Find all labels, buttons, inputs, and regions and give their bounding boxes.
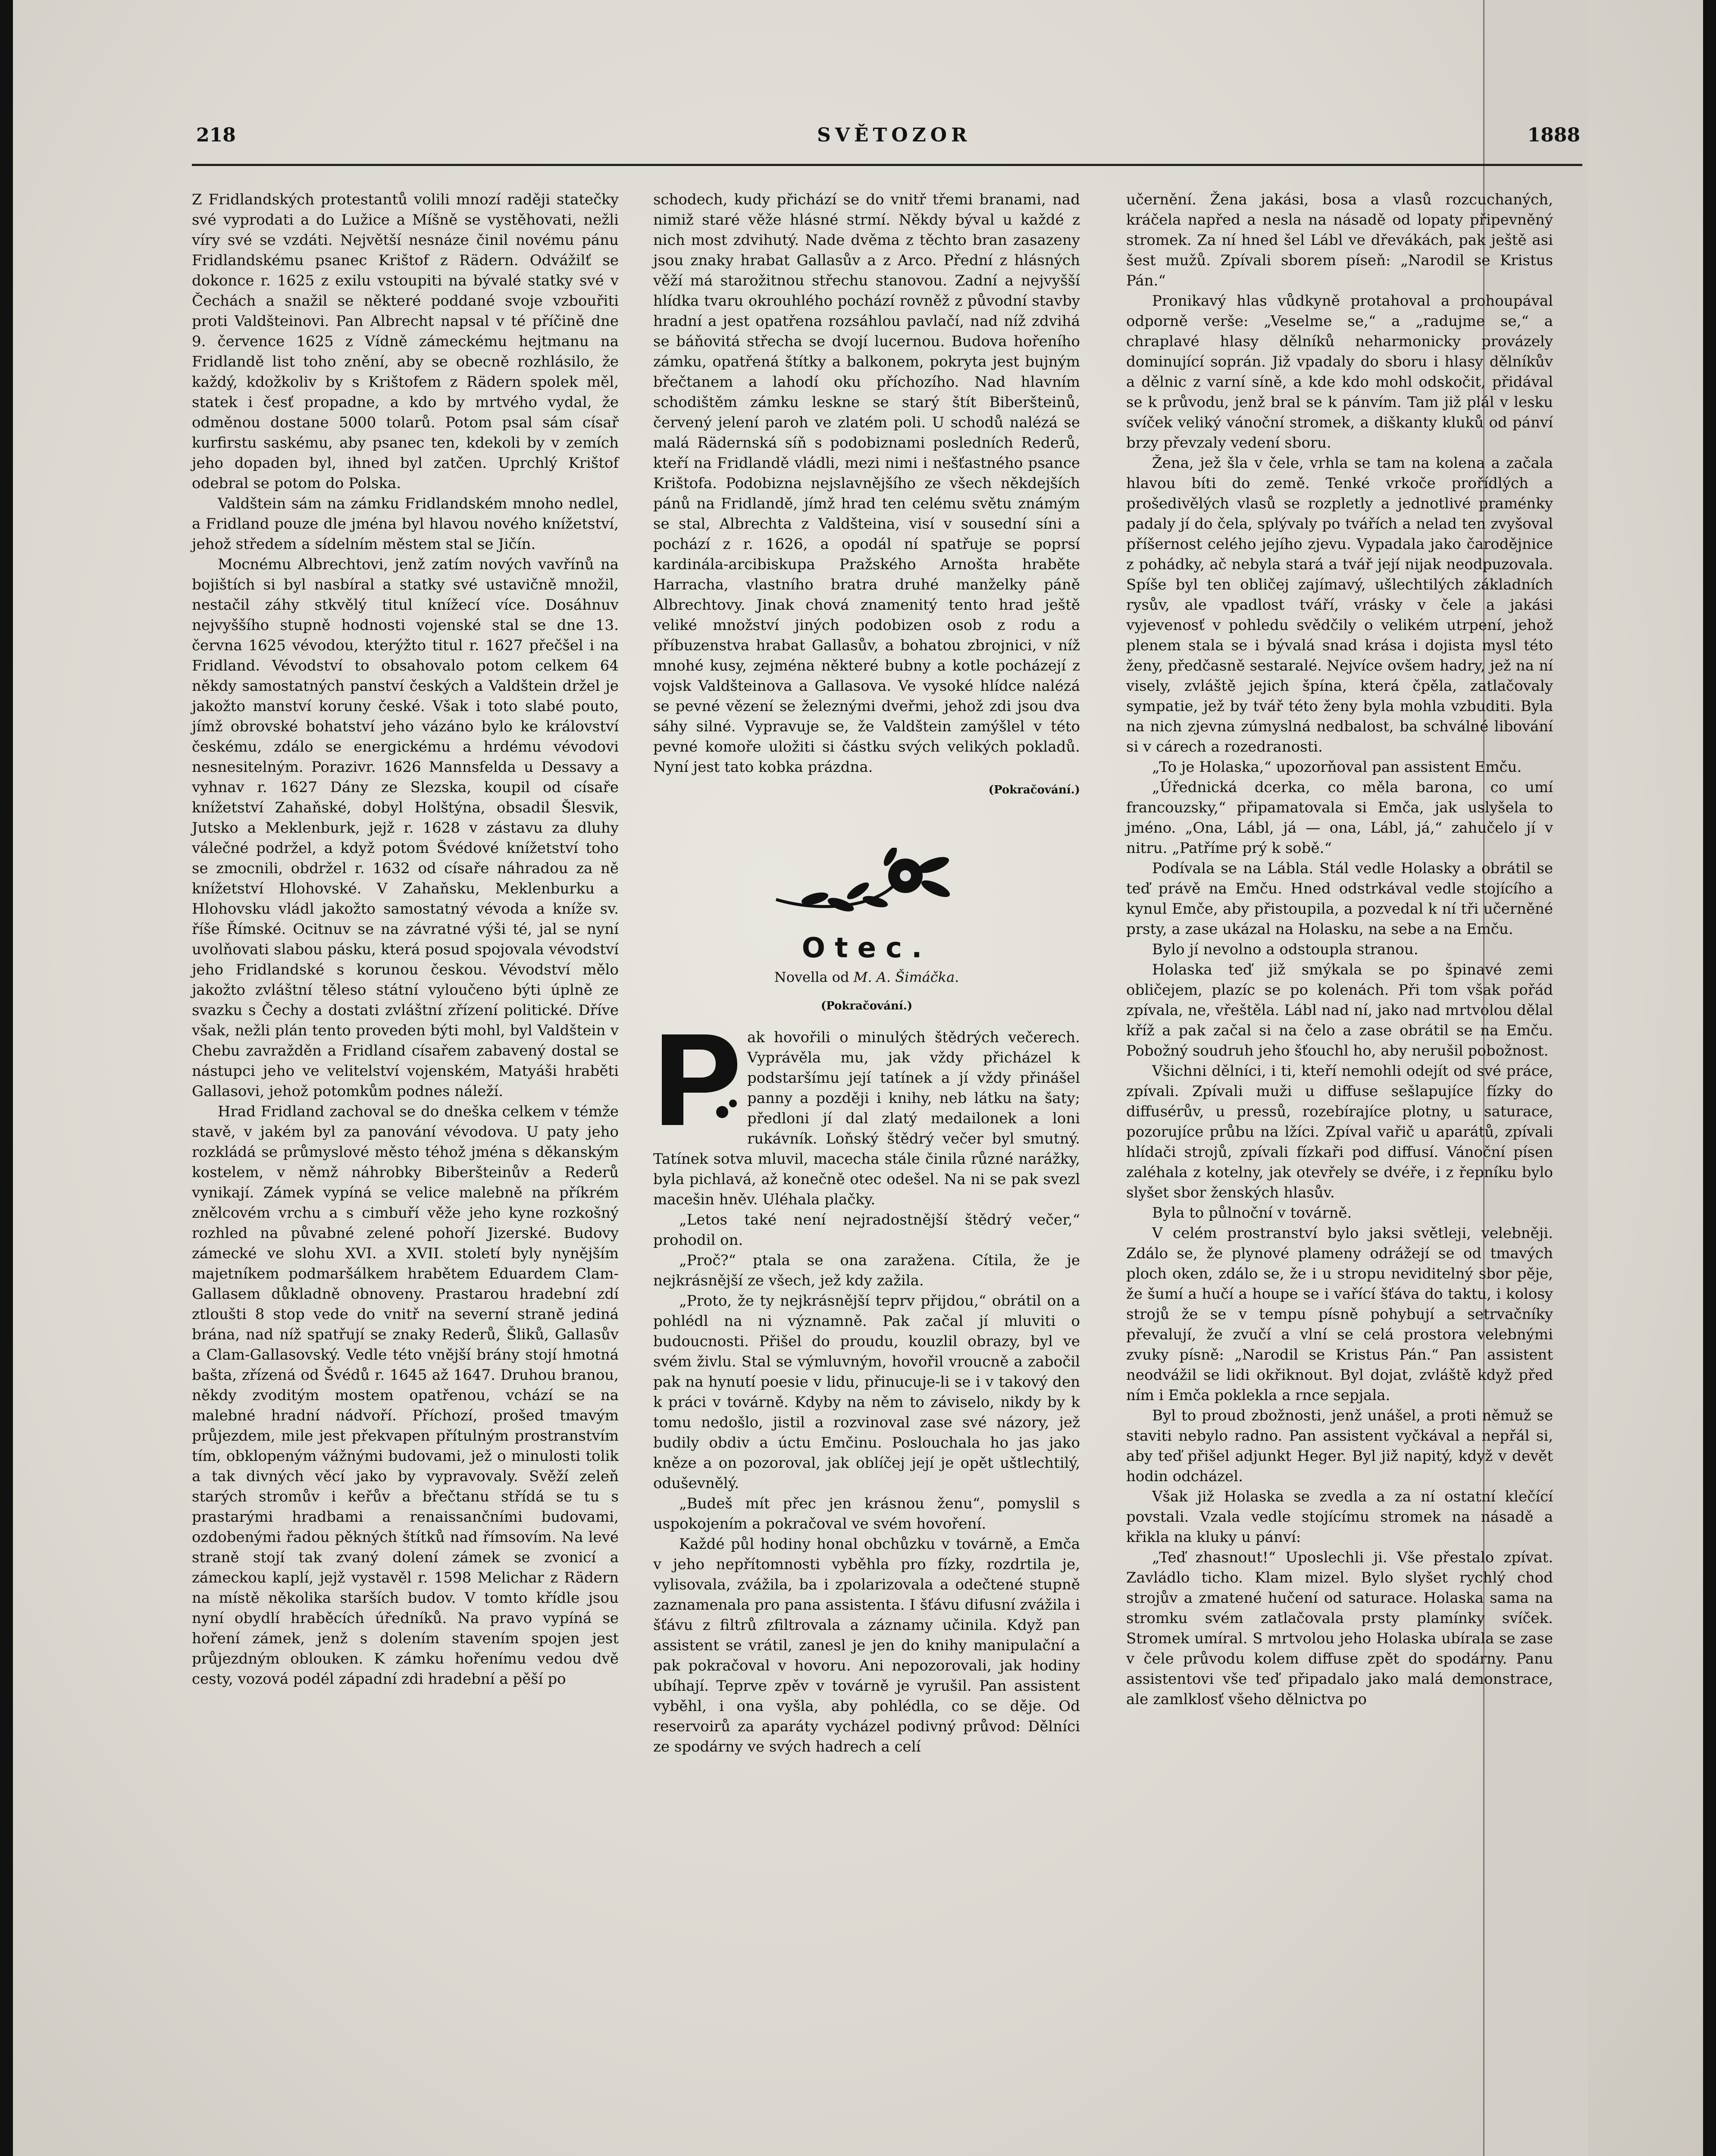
paragraph: „Úřednická dcerka, co měla barona, co umí francouzsky,“ připamatovala si Emča, jak uslyšela to jméno. „Ona, Lábl, já — ona, Lábl, já,“ zahučelo jí v nitru. „Patříme prý k sobě.“ xyxy=(1126,779,1553,857)
paragraph: Však již Holaska se zvedla a za ní ostatní klečící povstali. Vzala vedle stojícímu stromek na násadě a křikla na kluky u pánví: xyxy=(1126,1488,1553,1546)
paragraph: učernění. Žena jakási, bosa a vlasů rozcuchaných, kráčela napřed a nesla na násadě od lopaty připevněný stromek. Za ní hned šel Lábl ve dřevákách, pak ještě asi šest mužů. Zpívali sborem píseň: „Narodil se Kristus Pán.“ xyxy=(1126,191,1553,289)
header-rule xyxy=(192,164,1582,166)
scan-edge-left xyxy=(0,0,13,2156)
paragraph: ak hovořili o minulých štědrých večerech. Vyprávěla mu, jak vždy přicházel k podstaršímu její tatínek a jí vždy přinášel panny a později i knihy, neb látku na šaty; předloni jí dal zlatý medailonek a loni rukávník. Loňský štědrý večer byl smutný. Tatínek sotva mluvil, macecha stále činila různé narážky, byla pichlavá, až konečně otec odešel. Na ni se pak svezl macešin hněv. Uléhala plačky. xyxy=(653,1029,1080,1208)
paragraph: „To je Holaska,“ upozorňoval pan assistent Emču. xyxy=(1152,758,1522,776)
paragraph: V celém prostranství bylo jaksi světleji, velebněji. Zdálo se, že plynové plameny odrážejí se od tmavých ploch oken, zdálo se, že i u stropu neviditelný sbor pěje, že šumí a hučí a houpe se i vařící šťáva do taktu, i kolosy strojů že se v tempu písně pohybují a setrvačníky převalují, že zvučí a vlní se celá prostora velebnými zvuky písně: „Narodil se Kristus Pán.“ Pan assistent neodvážil se lidi okřiknout. Byl dojat, zvláště když před ním i Emča poklekla a rnce sepjala. xyxy=(1126,1225,1553,1404)
paragraph: Každé půl hodiny honal obchůzku v továrně, a Emča v jeho nepřítomnosti vyběhla pro fízky, rozdrtila je, vylisovala, zvážila, ba i zpolarizovala a odečtené stupně zaznamenala pro pana assistenta. I šťávu difusní zvážila i šťávu z filtrů zfiltrovala a záznamy učinila. Když pan assistent se vrátil, zanesl je jen do knihy manipulační a pak pokračoval v hovoru. Ani nepozorovali, jak hodiny ubíhají. Teprve zpěv v továrně je vyrušil. Pan assistent vyběhl, i ona vyšla, aby pohlédla, co se děje. Od reservoirů za aparáty vycházel podivný průvod: Dělníci ze spodárny ve svých hadrech a celí xyxy=(653,1536,1080,1755)
story-continued-note: (Pokračování.) xyxy=(820,1000,913,1012)
paragraph: Žena, jež šla v čele, vrhla se tam na kolena a začala hlavou bíti do země. Tenké vrkoče prořídlých a prošedivělých vlasů se rozpletly a jednotlivé praménky padaly jí do čela, splývaly po tvářích a nelad ten zvyšoval příšernost celého jejího zjevu. Vypadala jako čarodějnice z pohádky, ač nebyla stará a tvář její nijak neodpuzovala. Spíše byl ten obličej zajímavý, ušlechtilých základních rysův, ale vpadlost tváří, vrásky v čele a jakási vyjevenosť v pohledu svědčily o velikém utrpení, jehož plenem stala se i bývalá snad krása i dojista mysl této ženy, předčasně sestaralé. Nejvíce ovšem hadry, jež na ní visely, zvláště jejich špína, která čpěla, zatlačovaly sympatie, jež by tvář této ženy byla mohla vzbuditi. Byla na nich zjevna zúmyslná nedbalost, ba schválné libování si v cárech a rozedranosti. xyxy=(1126,454,1553,755)
column-2 xyxy=(653,190,1080,2065)
paragraph: Pronikavý hlas vůdkyně protahoval a prohoupával odporně verše: „Veselme se,“ a „radujme se,“ a chraplavé hlasy dělníků neharmonicky provázely dominující soprán. Již vpadaly do sboru i hlasy dělníkův a dělnic z varní síně, a kde kdo mohl odskočit, přidával se k průvodu, jenž bral se k pánvím. Tam již plál v lesku svíček veliký vánoční stromek, a diškanty kluků od pánví brzy převzaly vedení sboru. xyxy=(1126,292,1553,451)
paragraph: „Letos také není nejradostnější štědrý večer,“ prohodil on. xyxy=(653,1211,1080,1249)
drop-cap-initial xyxy=(653,1030,739,1129)
paragraph: „Budeš mít přec jen krásnou ženu“, pomyslil s uspokojením a pokračoval ve svém hovoření. xyxy=(653,1495,1080,1532)
year: 1888 xyxy=(1527,124,1580,146)
paragraph: Všichni dělníci, i ti, kteří nemohli odejít od své práce, zpívali. Zpívali muži u diffuse sešlapujíce fízky do diffusérův, u pressů, rozebírajíce plotny, u saturace, pozorujíce průbu na lžíci. Zpíval vařič u aparátů, zpívali hlídači strojů, zpívali fízkaři pod diffusí. Vánoční písen zaléhala z kotelny, jak otevřely se dvéře, i z řepníku bylo slyšet sbor ženských hlasův. xyxy=(1126,1062,1553,1201)
paragraph: Holaska teď již smýkala se po špinavé zemi obličejem, plazíc se po kolenách. Při tom však pořád zpívala, ne, vřeštěla. Lábl nad ní, jako nad mrtvolou dělal kříž a pak začal si na čelo a zase obrátil se na Emču. Pobožný soudruh jeho šťouchl ho, aby nerušil pobožnost. xyxy=(1126,961,1553,1059)
paragraph: Mocnému Albrechtovi, jenž zatím nových vavřínů na bojištích si byl nasbíral a statky své ustavičně množil, nestačil záhy stkvělý titul knížecí více. Dosáhnuv nejvyššího stupně hodnosti vojenské stal se dne 13. června 1625 vévodou, kterýžto titul r. 1627 přečšel i na Fridland. Vévodství to obsahovalo potom celkem 64 někdy samostatných panství českých a Valdštein držel je jakožto manství koruny české. Však i toto slabé pouto, jímž obrovské bohatství jeho vázáno bylo ke království českému, zdálo se energickému a hrdému vévodovi nesnesitelným. Porazivr. 1626 Mannsfelda u Dessavy a vyhnav r. 1627 Dány ze Slezska, koupil od císaře knížetství Zahaňské, dobyl Holštýna, obsadil Šlesvik, Jutsko a Meklenburk, jejž r. 1628 v zástavu za dluhy válečné podržel, a když potom Švédové knížetství toho se zmocnili, obdržel r. 1632 od císaře náhradou za ně knížetství Hlohovské. V Zahaňsku, Meklenburku a Hlohovsku vládl jakožto samostatný vévoda a kníže sv. říše Římské. Ocitnuv se na závratné výši té, jal se nyní uvolňovati slabou pásku, která posud spojovala vévodství jeho Fridlandské s korunou českou. Vévodství mělo jakožto zvláštní těleso státní vyloučeno býti úplně ze svazku s Čechy a dostati zvláštní zřízení politické. Dříve však, nežli plán tento proveden býti mohl, byl Valdštein v Chebu zavražděn a Fridland císařem zabavený dostal se nástupci jeho ve velitelství vojenském, Matyáši hraběti Gallasovi, jehož potomkům podnes náleží. xyxy=(192,556,619,1100)
paragraph: schodech, kudy přichází se do vnitř třemi branami, nad nimiž staré věže hlásné strmí. Někdy býval u každé z nich most zdvihutý. Nade dvěma z těchto bran zasazeny jsou znaky hrabat Gallasův a z Arco. Přední z hlásných věží má starožitnou střechu stanovou. Zadní a nejvyšší hlídka tvaru okrouhlého pochází rovněž z původní stavby hradní a jest opatřena rozsáhlou pavlačí, nad níž zdvihá se báňovitá střecha se dvojí lucernou. Budova hořeního zámku, opatřená štítky a balkonem, pokryta jest bujným břečtanem a lahodí oku příchozího. Nad hlavním schodištěm zámku leskne se starý štít Biberšteinů, červený jelení paroh ve zlatém poli. U schodů nalézá se malá Rädernská síň s podobiznami posledních Rederů, kteří na Fridlandě vládli, mezi nimi i nešťastného psance Krištofa. Podobizna nejslavnějšího ze všech někdejších pánů na Fridlandě, jímž hrad ten celému světu známým se stal, Albrechta z Valdšteina, visí v sousední síni a pochází z r. 1626, a opodál ní spatřuje se poprsí kardinála-arcibiskupa Pražského Arnošta hraběte Harracha, vlastního bratra druhé manželky páně Albrechtovy. Jinak chová znamenitý tento hrad ještě veliké množství jiných podobizen osob z rodu a příbuzenstva hrabat Gallasův, a bohatou zbrojnici, v níž mnohé kusy, zejména některé bubny a kotle pocházejí z vojsk Valdšteinova a Gallasova. Ve vysoké hlídce nalézá se pevné vězení se železnými dveřmi, jehož zdi jsou dva sáhy silné. Vypravuje se, že Valdštein zamýšlel v této pevné komoře uložiti si částku svých velikých pokladů. Nyní jest tato kobka prázdna. xyxy=(653,191,1080,776)
column-3 xyxy=(1126,190,1553,2065)
paragraph: Podívala se na Lábla. Stál vedle Holasky a obrátil se teď právě na Emču. Hned odstrkával vedle stojícího a kynul Emče, aby přistoupila, a pozvedal k ní tři učerněné prsty, a zase ukázal na Holasku, na sebe a na Emču. xyxy=(1126,860,1553,938)
byline-prefix: Novella od xyxy=(774,969,849,985)
page-number: 218 xyxy=(196,124,236,146)
paragraph: Byla to půlnoční v továrně. xyxy=(1152,1204,1352,1222)
paragraph: „Teď zhasnout!“ Uposlechli ji. Vše přestalo zpívat. Zavládlo ticho. Klam mizel. Bylo slyšet rychlý chod strojův a zmatené hučení od saturace. Holaska sama na stromku svém zatlačovala prsty plamínky svíček. Stromek umíral. S mrtvolou jeho Holaska ubírala se zase v čele průvodu kolem diffuse zpět do spodárny. Panu assistentovi vše teď připadalo jako malá demonstrace, ale zamlklosť všeho dělnictva po xyxy=(1126,1549,1553,1708)
paragraph: Hrad Fridland zachoval se do dneška celkem v témže stavě, v jakém byl za panování vévodova. U paty jeho rozkládá se průmyslové město téhož jména s děkanským kostelem, v němž náhrobky Biberšteinův a Rederů vynikají. Zámek vypíná se velice malebně na příkrém znělcovém vrchu a s cimbuří věže jeho kyne rozkošný rozhled na půvabné zelené pohoří Jizerské. Budovy zámecké ve slohu XVI. a XVII. století byly nynějším majetníkem podmaršálkem hrabětem Eduardem Clam-Gallasem důkladně obnoveny. Prastarou hradební zdí ztloušti 8 stop vede do vnitř na severní straně jediná brána, nad níž spatřují se znaky Rederů, Šliků, Gallasův a Clam-Gallasovský. Vedle této vnější brány stojí hmotná bašta, zřízená od Švédů r. 1645 až 1647. Druhou branou, někdy zvoditým mostem opatřenou, vchází se na malebné hradní nádvoří. Příchozí, prošed tmavým průjezdem, mile jest překvapen přítulným prostranstvím tím, obklopeným vážnými budovami, jež o minulosti tolik a tak divných věcí jako by vypravovaly. Svěží zeleň starých stromův i keřův a břečtanu střídá se tu s prastarými hradbami a renaissančními budovami, ozdobenými řadou pěkných štítků nad římsovím. Na levé straně stojí tak zvaný dolení zámek se zvonicí a zámeckou kaplí, jejž vystavěl r. 1598 Melichar z Rädern na místě několika starších budov. V tomto křídle jsou nyní obydlí hraběcích úředníků. Na pravo vypíná se hoření zámek, jenž s dolením stavením spojen jest průjezdným oblouken. K zámku hořenímu vedou dvě cesty, vozová podél západní zdi hradební a pěší po xyxy=(192,1103,619,1688)
author-name: M. A. Šimáčka. xyxy=(853,969,959,985)
paragraph: „Proto, že ty nejkrásnější teprv přijdou,“ obrátil on a pohlédl na ni významně. Pak začal jí mluviti o budoucnosti. Přišel do proudu, kouzlil obrazy, byl ve svém živlu. Stal se výmluvným, hovořil vroucně a zabočil pak na hynutí poesie v lidu, přinucuje-li se i v takový den k práci v továrně. Kdyby na něm to záviselo, nikdy by k tomu nedošlo, jistil a rozvinoval zase své názory, jež budily obdiv a úctu Emčinu. Poslouchala ho jas jako kněze a on pozoroval, jak oblíčej její je opět uštlechtilý, oduševnělý. xyxy=(653,1292,1080,1492)
paragraph: Byl to proud zbožnosti, jenž unášel, a proti němuž se staviti nebylo radno. Pan assistent vyčkával a nepřál si, aby teď přišel adjunkt Heger. Byl již napitý, když v devět hodin odcházel. xyxy=(1126,1407,1553,1485)
continued-note: (Pokračování.) xyxy=(988,783,1080,796)
paragraph: Bylo jí nevolno a odstoupla stranou. xyxy=(1152,941,1419,958)
page-header xyxy=(196,124,1580,159)
paragraph: Z Fridlandských protestantů volili mnozí raději statečky své vyprodati a do Lužice a Míšně se vystěhovati, nežli víry své se vzdáti. Největší nesnáze činil novému pánu Fridlandskému psanec Krištof z Rädern. Odvážilť se dokonce r. 1625 z exilu vstoupiti na bývalé statky své v Čechách a snažil se některé poddané svoje vzbouřiti proti Valdšteinovi. Pan Albrecht napsal v té příčině dne 9. července 1625 z Vídně zámeckému hejtmanu na Fridlandě list toho znění, aby se obecně rozhlásilo, že každý, kdožkoliv by s Krištofem z Rädern spolek měl, statek i česť propadne, a kdo by mrtvého vydal, že odměnou dostane 5000 tolarů. Potom psal sám císař kurfirstu saskému, aby psanec ten, kdekoli by v zemích jeho dopaden byl, ihned byl zatčen. Uprchlý Krištof odebral se potom do Polska. xyxy=(192,191,619,492)
scan-edge-right xyxy=(1703,0,1716,2156)
floral-ornament-icon xyxy=(767,848,966,921)
journal-title: SVĚTOZOR xyxy=(817,124,971,146)
story-title: Otec. xyxy=(802,932,932,964)
paragraph: Valdštein sám na zámku Fridlandském mnoho nedlel, a Fridland pouze dle jména byl hlavou nového knížetství, jehož středem a sídelním městem stal se Jičín. xyxy=(192,495,619,553)
column-1 xyxy=(192,190,619,2065)
paragraph: „Proč?“ ptala se ona zaražena. Cítila, že je nejkrásnější ze všech, jež kdy zažila. xyxy=(653,1252,1080,1289)
story-byline xyxy=(653,967,1080,987)
